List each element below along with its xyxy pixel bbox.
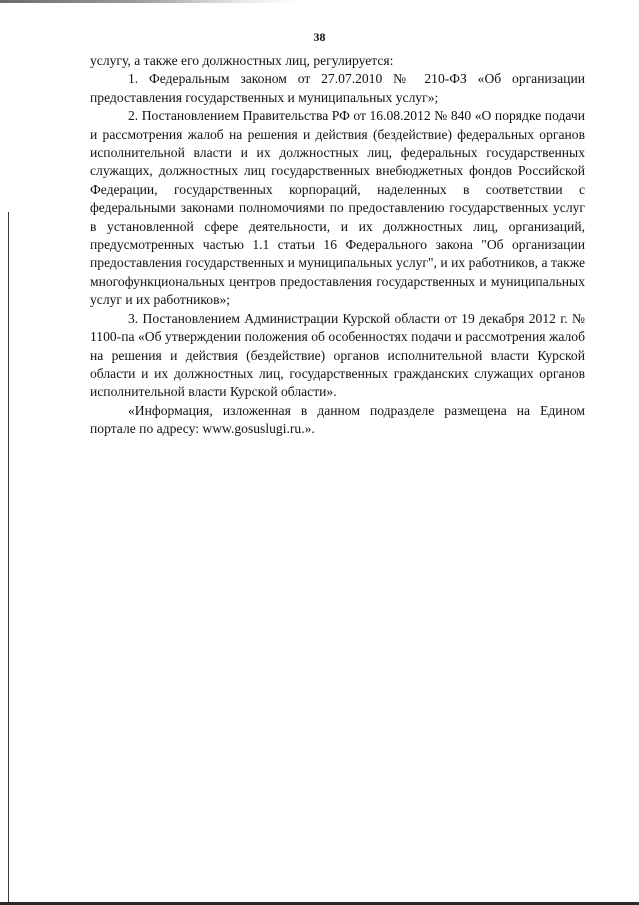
paragraph-item-2: 2. Постановлением Правительства РФ от 16.08.2012 № 840 «О порядке подачи и рассмотрения жалоб на решения и действия (бездействие) федеральных органов исполнительной власти и их должностных лиц, федеральных государственных служащих, должностных лиц государственных внебюджетных фондов Российской Федерации, государственных корпораций, наделенных в соответствии с федеральными законами полномочиями по предоставлению государственных услуг в установленной сфере деятельности, и их должностных лиц, организаций, предусмотренных частью 1.1 статьи 16 Федерального закона "Об организации предоставления государственных и муниципальных услуг", и их работников, а также многофункциональных центров предоставления государственных и муниципальных услуг и их работников»; [90,108,585,308]
paragraph-item-3: 3. Постановлением Администрации Курской области от 19 декабря 2012 г. № 1100-па «Об утверждении положения об особенностях подачи и рассмотрения жалоб на решения и действия (бездействие) органов исполнительной власти Курской области и их должностных лиц, государственных гражданских служащих органов исполнительной власти Курской области». [90,310,585,400]
paragraph-info-note: «Информация, изложенная в данном подразделе размещена на Едином портале по адресу: www.gosuslugi.ru.». [90,402,585,437]
paragraph-intro: услугу, а также его должностных лиц, регулируется: [90,53,394,68]
page-number: 38 [313,30,326,44]
scan-artifact-top [0,0,300,3]
scan-artifact-left-edge [8,212,9,902]
paragraph-item-1: 1. Федеральным законом от 27.07.2010 № 210-ФЗ «Об организации предоставления государственных и муниципальных услуг»; [90,71,585,105]
document-body [90,52,585,439]
